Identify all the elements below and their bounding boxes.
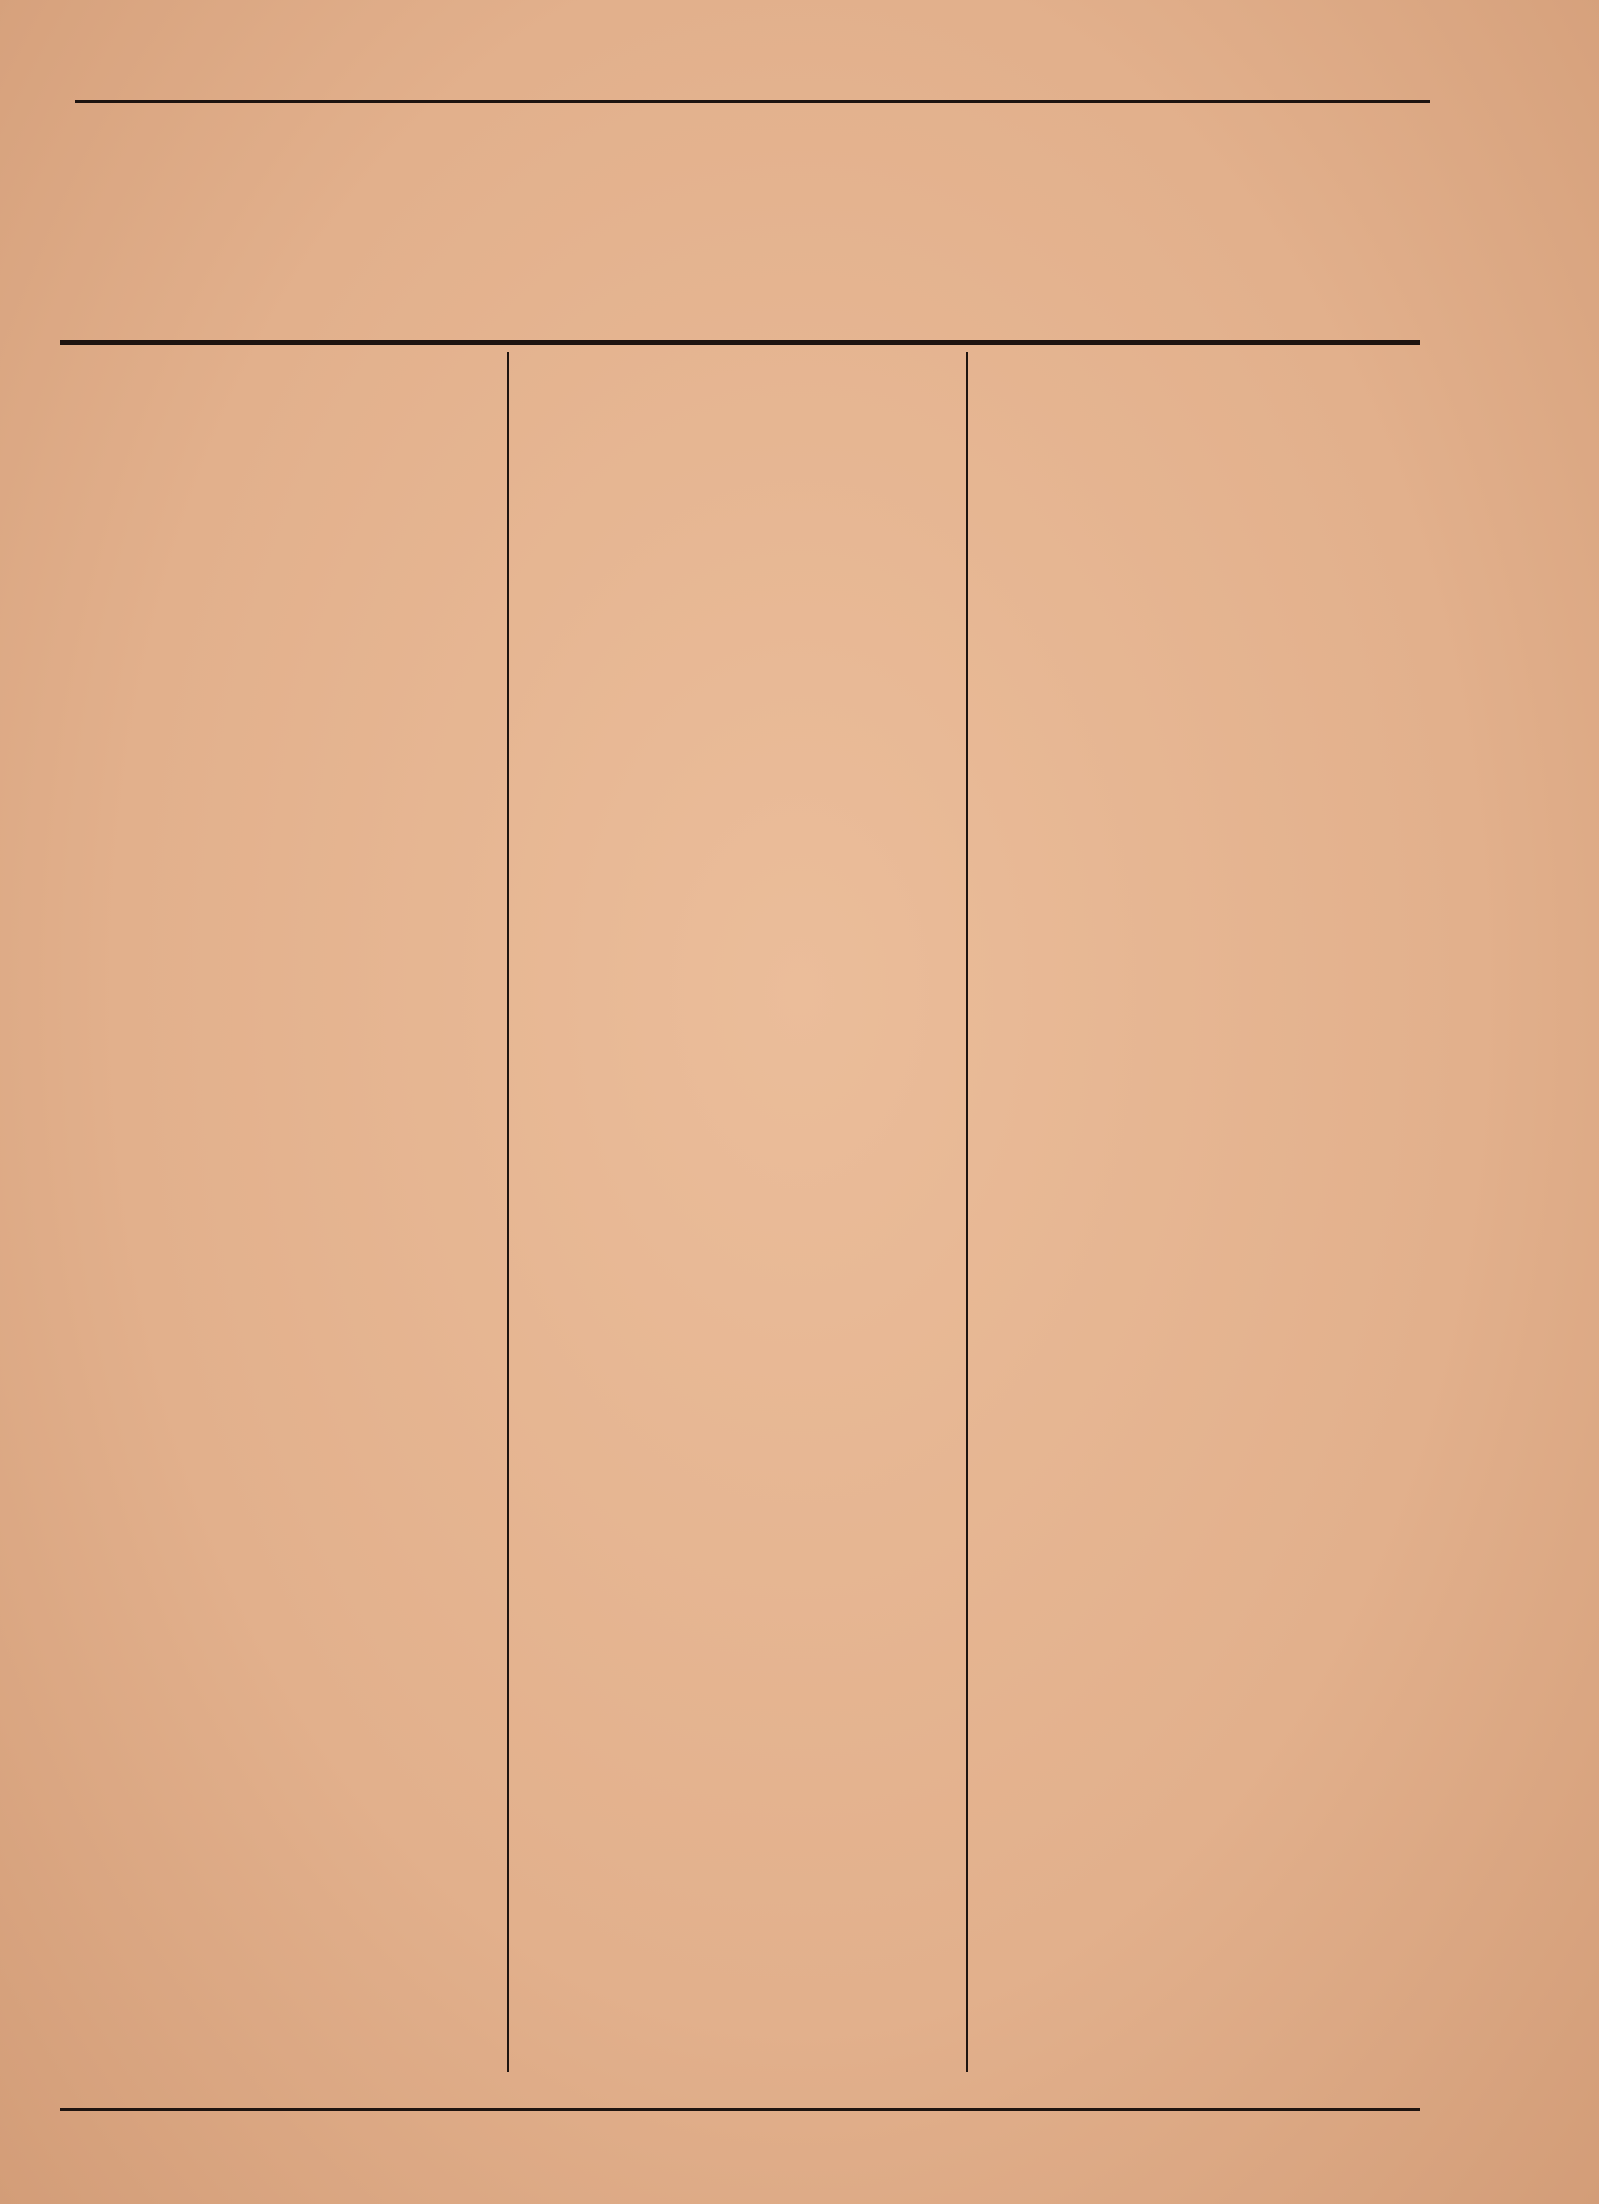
top-rule [75, 100, 1430, 103]
article-column-3 [978, 362, 1420, 2082]
article-column-2 [519, 362, 956, 2082]
byline-rule [60, 340, 1420, 345]
footer-rule [60, 2108, 1420, 2111]
column-divider-1 [507, 352, 509, 2072]
article-column-1 [60, 362, 497, 2082]
column-divider-2 [966, 352, 968, 2072]
